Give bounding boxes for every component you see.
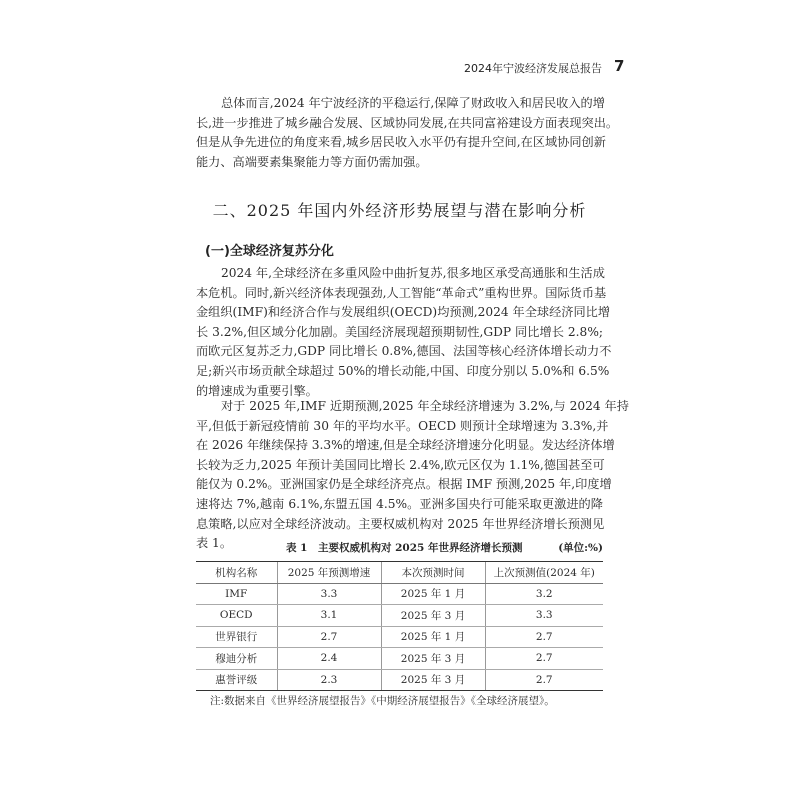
table-cell: 2.3 [277, 669, 381, 691]
table-row [196, 669, 603, 691]
text-line: 的增速成为重要引擎。 [196, 383, 318, 398]
column-header: 上次预测值(2024 年) [485, 562, 603, 584]
table-cell: 2.4 [277, 648, 381, 670]
paragraph-3 [196, 397, 629, 554]
paragraph-2 [196, 264, 612, 401]
table-header-row [196, 562, 603, 584]
table-cell: 2025 年 1 月 [381, 583, 485, 605]
table-cell: 2.7 [485, 669, 603, 691]
table-cell: 2025 年 1 月 [381, 626, 485, 648]
text-line: 能仅为 0.2%。亚洲国家仍是全球经济亮点。根据 IMF 预测,2025 年,印度增 [196, 477, 612, 492]
text-line: 而欧元区复苏乏力,GDP 同比增长 0.8%,德国、法国等核心经济体增长动力不 [196, 344, 612, 359]
table-cell: IMF [196, 583, 277, 605]
text-line: 速将达 7%,越南 6.1%,东盟五国 4.5%。亚洲多国央行可能采取更激进的降 [196, 496, 603, 511]
table-cell: 世界银行 [196, 626, 277, 648]
table-cell: 3.3 [277, 583, 381, 605]
column-header: 本次预测时间 [381, 562, 485, 584]
table-cell: 2025 年 3 月 [381, 669, 485, 691]
table-cell: 3.3 [485, 605, 603, 627]
table-cell: 3.1 [277, 605, 381, 627]
text-line: 金组织(IMF)和经济合作与发展组织(OECD)均预测,2024 年全球经济同比增 [196, 305, 611, 320]
section-heading: 二、2025 年国内外经济形势展望与潜在影响分析 [212, 201, 587, 220]
table-cell: 2025 年 3 月 [381, 605, 485, 627]
text-line: 长 3.2%,但区域分化加剧。美国经济展现超预期韧性,GDP 同比增长 2.8%; [196, 324, 603, 339]
table-title: 表 1 主要权威机构对 2025 年世界经济增长预测 [286, 542, 523, 554]
table-cell: OECD [196, 605, 277, 627]
text-line: 息策略,以应对全球经济波动。主要权威机构对 2025 年世界经济增长预测见 [196, 516, 605, 531]
table-cell: 3.2 [485, 583, 603, 605]
forecast-table [196, 561, 603, 691]
text-line: 足;新兴市场贡献全球超过 50%的增长动能,中国、印度分别以 5.0%和 6.5% [196, 363, 610, 378]
table-cell: 2.7 [277, 626, 381, 648]
text-line: 平,但低于新冠疫情前 30 年的平均水平。OECD 则预计全球增速为 3.3%,并 [196, 418, 609, 433]
paragraph-1 [196, 94, 619, 172]
text-line: 长较为乏力,2025 年预计美国同比增长 2.4%,欧元区仅为 1.1%,德国甚至可 [196, 457, 605, 472]
text-line: 2024 年,全球经济在多重风险中曲折复苏,很多地区承受高通胀和生活成 [221, 266, 605, 280]
table-unit: (单位:%) [558, 542, 603, 554]
text-line: 对于 2025 年,IMF 近期预测,2025 年全球经济增速为 3.2%,与 2024 年持 [221, 399, 629, 413]
column-header: 机构名称 [196, 562, 277, 584]
text-line: 在 2026 年继续保持 3.3%的增速,但是全球经济增速分化明显。发达经济体增 [196, 438, 615, 453]
table-row [196, 605, 603, 627]
table-cell: 2.7 [485, 648, 603, 670]
subsection-heading: (一)全球经济复苏分化 [205, 244, 334, 259]
text-line: 能力、高端要素集聚能力等方面仍需加强。 [196, 154, 428, 169]
text-line: 总体而言,2024 年宁波经济的平稳运行,保障了财政收入和居民收入的增 [221, 96, 605, 110]
text-line: 但是从争先进位的角度来看,城乡居民收入水平仍有提升空间,在区域协同创新 [196, 135, 606, 150]
table-cell: 2.7 [485, 626, 603, 648]
table-cell: 穆迪分析 [196, 648, 277, 670]
table-row [196, 583, 603, 605]
table-cell: 2025 年 3 月 [381, 648, 485, 670]
column-header: 2025 年预测增速 [277, 562, 381, 584]
table-cell: 惠誉评级 [196, 669, 277, 691]
table-note: 注:数据来自《世界经济展望报告》《中期经济展望报告》《全球经济展望》。 [210, 695, 555, 707]
running-header: 2024年宁波经济发展总报告 [464, 62, 602, 75]
page-number: 7 [614, 57, 625, 75]
text-line: 本危机。同时,新兴经济体表现强劲,人工智能“革命式”重构世界。国际货币基 [196, 285, 607, 300]
table-row [196, 626, 603, 648]
text-line: 表 1。 [196, 536, 233, 551]
text-line: 长,进一步推进了城乡融合发展、区域协同发展,在共同富裕建设方面表现突出。 [196, 115, 619, 130]
table-row [196, 648, 603, 670]
